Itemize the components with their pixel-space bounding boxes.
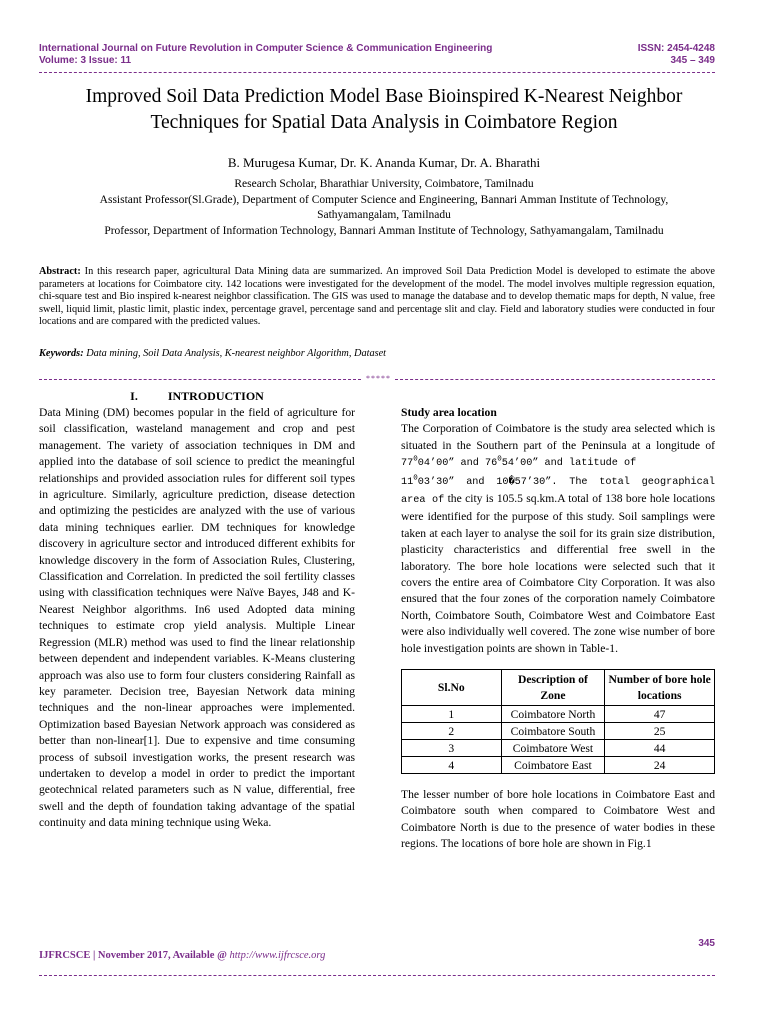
journal-name: International Journal on Future Revolution in Computer Science & Communication Engineering <box>39 43 493 54</box>
title-line-2: Techniques for Spatial Data Analysis in Coimbatore Region <box>150 112 618 133</box>
table-cell: Coimbatore North <box>501 706 605 723</box>
footer-text: IJFRCSCE | November 2017, Available @ <box>39 950 230 961</box>
section-heading-introduction <box>39 389 355 404</box>
footer-link[interactable]: http://www.ijfrcsce.org <box>229 950 326 961</box>
separator-line-left <box>39 379 361 380</box>
table-cell: 1 <box>402 706 502 723</box>
table-row <box>402 757 715 774</box>
keywords-label: Keywords: <box>39 348 84 359</box>
study-area-text: the city is 105.5 sq.km.A total of 138 bore hole locations were identified for the purpose of this study. Soil samplings were taken at each layer to analyse the soil for its grain size distribution, plasticity characteristics and differential free swell in the laboratory. The bore hole locations were selected such that it covers the entire area of Coimbatore City Corporation. It was also ensured that the four zones of the corporation namely Coimbatore North, Coimbatore South, Coimbatore West and Coimbatore East were also individually well covered. The zone wise number of bore hole investigation points are shown in Table-1. <box>401 492 716 655</box>
table-cell: 4 <box>402 757 502 774</box>
table-cell: 3 <box>402 740 502 757</box>
affiliation-1: Research Scholar, Bharathiar University, Coimbatore, Tamilnadu <box>234 178 534 190</box>
study-intro-text: The Corporation of Coimbatore is the study area selected which is situated in the Southern part of the Peninsula at a longitude of <box>401 422 715 452</box>
table-cell: Coimbatore West <box>501 740 605 757</box>
affiliation-2-cont: Sathyamangalam, Tamilnadu <box>317 209 451 221</box>
table-row <box>402 723 715 740</box>
study-area-section <box>401 405 715 657</box>
table-cell: Coimbatore South <box>501 723 605 740</box>
study-area-paragraph <box>401 421 715 657</box>
table-cell: 24 <box>605 757 715 774</box>
table-header-count: Number of bore hole locations <box>605 670 715 706</box>
footer-divider <box>39 975 715 976</box>
abstract-label: Abstract: <box>39 266 81 277</box>
table-cell: Coimbatore East <box>501 757 605 774</box>
affiliations <box>39 177 729 239</box>
author-list: B. Murugesa Kumar, Dr. K. Ananda Kumar, Dr. A. Bharathi <box>227 155 541 170</box>
post-table-paragraph: The lesser number of bore hole locations in Coimbatore East and Coimbatore south when compared to Coimbatore West and Coimbatore North is due to the presence of water bodies in these regions. The locations of bore hole are shown in Fig.1 <box>401 788 715 851</box>
coord-latitude: $11^003’30$” and 10�57’30”. The total geographical area of <box>401 474 715 507</box>
journal-issn: ISSN: 2454-4248 <box>637 43 715 54</box>
table-row <box>402 706 715 723</box>
separator-line-right <box>395 379 715 380</box>
table-header-zone: Description of Zone <box>501 670 605 706</box>
coord-longitude-1: $77^004’00$” and $76^054’00$” and latitude of <box>401 455 637 470</box>
table-cell: 44 <box>605 740 715 757</box>
keywords-text: Data mining, Soil Data Analysis, K-nearest neighbor Algorithm, Dataset <box>83 348 387 359</box>
page-footer <box>39 950 325 961</box>
abstract <box>39 266 715 329</box>
section-number: I. <box>130 389 138 403</box>
bore-hole-table <box>401 669 715 774</box>
separator-stars: ***** <box>366 374 391 383</box>
table-cell: 25 <box>605 723 715 740</box>
table-row <box>402 740 715 757</box>
abstract-text: In this research paper, agricultural Data Mining data are summarized. An improved Soil Data Prediction Model is developed to estimate the above parameters at locations for Coimbatore city. 142 locations were investigated for the development of the model. The model involves multiple regression equation, chi-square test and Bio inspired k-nearest neighbor classification. The GIS was used to manage the database and to develop thematic maps for depth, N value, free swell, liquid limit, plastic limit, plastic index, percentage gravel, percentage sand and percentage slit and clay. Field and laboratory studies were conducted in four locations and are compared with the predicted values. <box>39 266 715 327</box>
header-divider <box>39 72 715 73</box>
section-title: INTRODUCTION <box>167 389 264 403</box>
table-cell: 2 <box>402 723 502 740</box>
journal-pages: 345 – 349 <box>670 55 715 66</box>
study-area-heading: Study area location <box>401 406 497 419</box>
affiliation-3: Professor, Department of Information Technology, Bannari Amman Institute of Technology, Sathyamangalam, Tamilnadu <box>104 224 664 237</box>
journal-volume: Volume: 3 Issue: 11 <box>39 55 132 66</box>
affiliation-2: Assistant Professor(Sl.Grade), Department of Computer Science and Engineering, Bannari Amman Institute of Technology, <box>99 193 669 206</box>
page-number: 345 <box>698 938 715 949</box>
keywords <box>39 347 715 360</box>
table-header-row <box>402 670 715 706</box>
introduction-body: Data Mining (DM) becomes popular in the field of agriculture for soil classification, wasteland management and crop and pest management. The variety of association techniques in DM and applied into the database of soil science to predict the meaningful relationships and provided association rules for different soil types in agriculture. Similarly, agriculture prediction, disease detection and optimizing the pesticides are analyzed with the use of various data mining techniques earlier. DM techniques for knowledge discovery in agriculture sector and introduced different exhibits for knowledge discovery in the form of Association Rules, Clustering, Classification and Correlation. In predicted the soil fertility classes using with classification techniques were Naïve Bayes, J48 and K-Nearest Neighbor algorithms. In6 used Adopted data mining techniques to estimate crop yield analysis. Multiple Linear Regression (MLR) method was used to find the linear relationship between dependent and independent variables. K-Means clustering approach was also use to form four clusters considering Rainfall as key parameter. Decision tree, Bayesian Network data mining techniques and the non-linear approaches were implemented. Optimization based Bayesian Network approach was considered as better than non-linear[1]. Due to expensive and time consuming process of subsoil investigation works, the present research was undertaken to develop a model in order to predict the important geotechnical related parameters such as N value, differential, free swell and the depth of foundation taking advantage of the spatial continuity and data mining technique using Weka. <box>39 406 355 830</box>
paper-title <box>39 84 729 136</box>
table-header-slno: Sl.No <box>402 670 502 706</box>
table-cell: 47 <box>605 706 715 723</box>
title-line-1: Improved Soil Data Prediction Model Base Bioinspired K-Nearest Neighbor <box>85 86 683 107</box>
